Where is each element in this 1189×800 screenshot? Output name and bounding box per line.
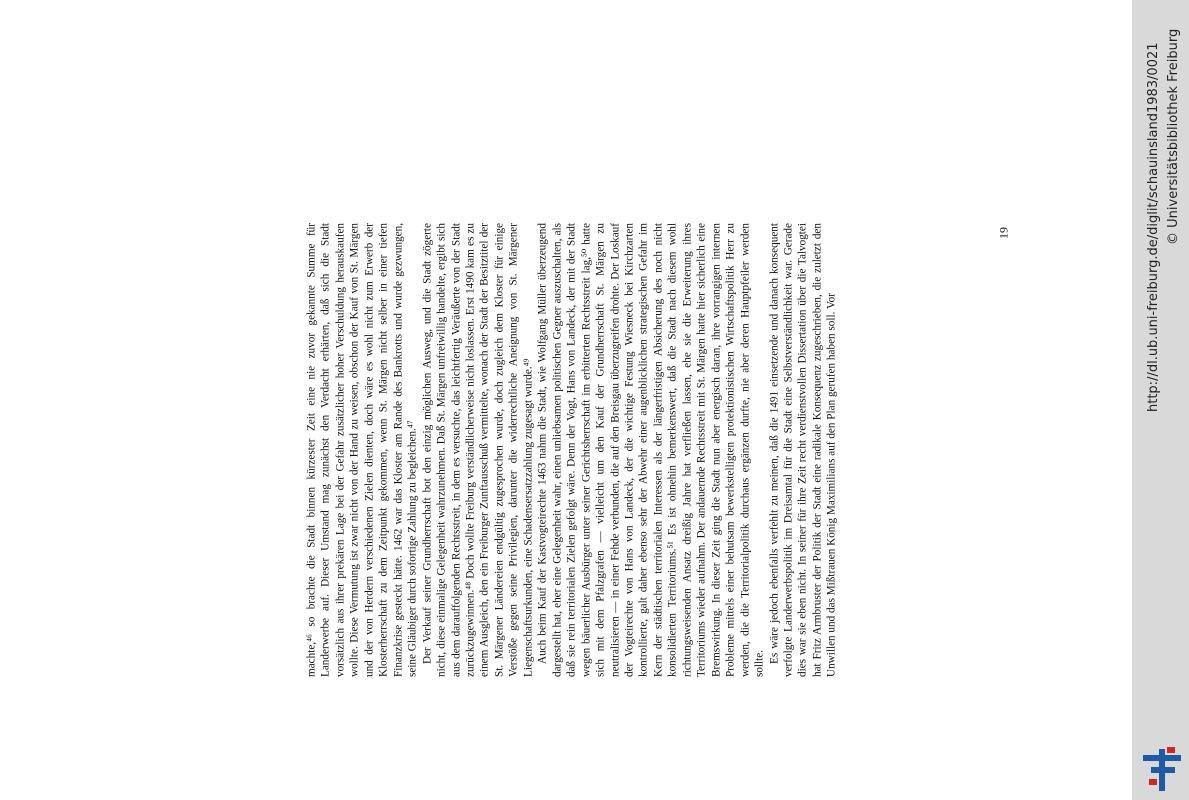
source-url-link[interactable]: http://dl.ub.uni-freiburg.de/diglit/schauinsland1983/0021: [1146, 42, 1161, 412]
page-number: 19: [996, 227, 1011, 239]
paragraph: Es wäre jedoch ebenfalls verfehlt zu meinen, daß die 1491 einsetzende und danach konsequent verfolgte Landerwerbspolitik im Dreisamtal für die Stadt eine Selbstverständlichkeit war. Gerade dies war sie eben nicht. In seiner für ihre Zeit recht verdienstvollen Dissertation über die Talvogtei hat Fritz Armbruster der Politik der Stadt eine radikale Konsequenz zugeschrieben, die zuletzt den Unwillen und das Mißtrauen König Maximilians auf den Plan gerufen haben soll. Vor: [768, 223, 838, 677]
paragraph: machte,⁴⁶ so brachte die Stadt binnen kürzester Zeit eine nie zuvor gekannte Summe für Landerwerbe auf. Dieser Umstand mag zunächst den Verdacht erhärten, daß sich die Stadt vorsätzlich aus ihrer prekären Lage bei der Gefahr zusätzlicher hoher Verschuldung herauskaufen wollte. Diese Vermutung ist zwar nicht von der Hand zu weisen, obschon der Kauf von St. Märgen und der von Herdern verschiedenen Zielen dienten, doch wäre es wohl nicht zum Erwerb der Klosterherrschaft zu dem Zeitpunkt gekommen, wenn St. Märgen nicht selber in einer tiefen Finanzkrise gesteckt hätte. 1462 war das Kloster am Rande des Bankrotts und wurde gezwungen, seine Gläubiger durch sofortige Zahlung zu begleichen.⁴⁷: [305, 223, 419, 677]
logo-red-mark: [1149, 779, 1157, 785]
paragraph: Der Verkauf seiner Grundherrschaft bot den einzig möglichen Ausweg, und die Stadt zögerte nicht, diese einmalige Gelegenheit wahrzunehmen. Daß St. Märgen unfreiwillig handelte, ergibt sich aus dem darauffolgenden Rechtsstreit, in dem es versuchte, das leichtfertig Veräußerte von der Stadt zurückzugewinnen.⁴⁸ Doch wollte Freiburg verständlicherweise nicht loslassen. Erst 1490 kam es zu einem Ausgleich, den ein Freiburger Zunftausschuß vermittelte, wonach der Stadt der Besitztitel der St. Märgener Ländereien endgültig zugesprochen wurde, doch zugleich dem Kloster für einige Verstöße gegen seine Privilegien, darunter die widerrechtliche Aneignung von St. Märgener Liegenschaftsurkunden, eine Schadensersatzzahlung zugesagt wurde.⁴⁹: [421, 223, 535, 677]
logo-red-mark: [1167, 747, 1175, 753]
printed-page: [294, 185, 1039, 695]
logo-blue-stem: [1159, 749, 1165, 791]
copyright-notice: © Universitätsbibliothek Freiburg: [1166, 28, 1181, 245]
page-content: [294, 185, 1039, 695]
paragraph: Auch beim Kauf der Kastvogteirechte 1463 nahm die Stadt, wie Wolfgang Müller überzeugend dargestellt hat, eher eine Gelegenheit wahr, einen unliebsamen politischen Gegner auszuschalten, als daß sie rein territorialen Zielen gefolgt wäre. Denn der Vogt, Hans von Landeck, der mit der Stadt wegen bäuerlicher Ausbürger unter seiner Gerichtsherrschaft im erbitterten Rechtsstreit lag,⁵⁰ hatte sich mit dem Pfalzgrafen — vielleicht um den Kauf der Grundherrschaft St. Märgen zu neutralisieren — in einer Fehde verbunden, die auf den Breisgau überzugreifen drohte. Der Loskauf der Vogteirechte von Hans von Landeck, der die wichtige Festung Wiesneck bei Kirchzarten kontrollierte, galt daher ebenso sehr der Abwehr einer augenblicklichen strategischen Gefahr im Kern der städtischen territorialen Interessen als der längerfristigen Absicherung des noch nicht konsolidierten Territoriums.⁵¹ Es ist ohnehin bemerkenswert, daß die Stadt nach diesem wohl richtungsweisenden Ansatz dreißig Jahre hat verfließen lassen, ehe sie die Erweiterung ihres Territoriums wieder aufnahm. Der andauernde Rechtsstreit mit St. Märgen hatte hier sicherlich eine Bremswirkung. In dieser Zeit ging die Stadt nun aber energisch daran, ihre vorrangigen internen Probleme mittels einer behutsam bewerkstelligten protektionistischen Wirtschaftspolitik Herr zu werden, die die Territorialpolitik durchaus ergänzen durfte, nie aber deren Hauptpfeiler werden sollte.: [536, 223, 766, 677]
body-text: [305, 223, 840, 677]
ub-freiburg-logo-icon: [1141, 745, 1183, 795]
